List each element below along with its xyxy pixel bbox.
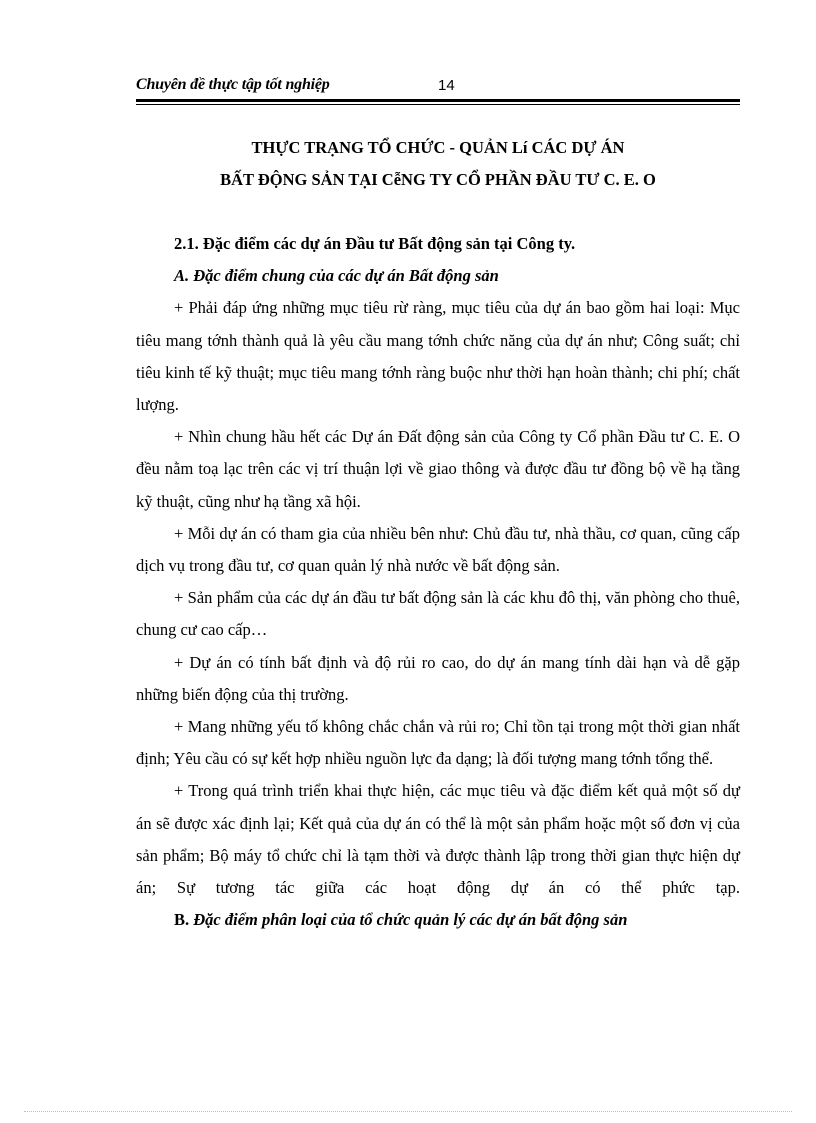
page-header — [136, 76, 740, 98]
paragraph: + Mỗi dự án có tham gia của nhiều bên như: Chủ đầu tư, nhà thầu, cơ quan, cũng cấp dịch vụ trong đầu tư, cơ quan quản lý nhà nước về bất động sản. — [136, 523, 740, 576]
paragraph: + Dự án có tính bất định và độ rủi ro cao, do dự án mang tính dài hạn và dễ gặp những biến động của thị trường. — [136, 652, 740, 704]
header-rule-thin — [136, 104, 740, 105]
header-title: Chuyên đề thực tập tốt nghiệp — [136, 76, 330, 93]
header-rule-thick — [136, 99, 740, 102]
paragraph: + Nhìn chung hầu hết các Dự án Đất động sản của Công ty Cổ phần Đầu tư C. E. O đều nằm toạ lạc trên các vị trí thuận lợi về giao thông và được đầu tư đồng bộ về hạ tầng kỹ thuật, cũng như hạ tầng xã hội. — [136, 427, 740, 511]
chapter-title — [136, 132, 740, 196]
subsection-heading-a: A. Đặc điểm chung của các dự án Bất động sản — [174, 266, 499, 286]
page-number: 14 — [438, 77, 455, 94]
subsection-heading-b-prefix: B. — [174, 910, 190, 930]
section-heading: 2.1. Đặc điểm các dự án Đầu tư Bất động sản tại Công ty. — [174, 234, 576, 253]
body-content — [136, 228, 740, 936]
paragraph: + Trong quá trình triển khai thực hiện, các mục tiêu và đặc điểm kết quả một số dự án sẽ được xác định lại; Kết quả của dự án có thể là một sản phẩm hoặc một số đơn vị của sản phẩm; Bộ máy tổ chức chỉ là tạm thời và được thành lập trong thời gian thực hiện dự án; Sự tương tác giữa các hoạt động dự án có thể phức tạp. — [136, 781, 740, 898]
footer-dotted-line — [24, 1111, 792, 1112]
chapter-title-line-1: THỰC TRẠNG TỔ CHỨC - QUẢN Lí CÁC DỰ ÁN — [251, 138, 625, 157]
paragraph: + Mang những yếu tố không chắc chắn và rủi ro; Chỉ tồn tại trong một thời gian nhất định; Yêu cầu có sự kết hợp nhiều nguồn lực đa dạng; là đối tượng mang tớnh tổng thể. — [136, 717, 740, 769]
paragraph: + Sản phẩm của các dự án đầu tư bất động sản là các khu đô thị, văn phòng cho thuê, chung cư cao cấp… — [136, 588, 740, 640]
subsection-heading-b-text: Đặc điểm phân loại của tổ chức quản lý các dự án bất động sản — [193, 910, 628, 930]
paragraph: + Phải đáp ứng những mục tiêu rừ ràng, mục tiêu của dự án bao gồm hai loại: Mục tiêu mang tớnh thành quả là yêu cầu mang tớnh chức năng của dự án như; Công suất; chỉ tiêu kinh tế kỹ thuật; mục tiêu mang tớnh ràng buộc như thời hạn hoàn thành; chi phí; chất lượng. — [136, 298, 740, 415]
subsection-heading-b — [136, 904, 740, 936]
chapter-title-line-2: BẤT ĐỘNG SẢN TẠI CễNG TY CỔ PHẦN ĐẦU TƯ C. E. O — [220, 170, 656, 189]
